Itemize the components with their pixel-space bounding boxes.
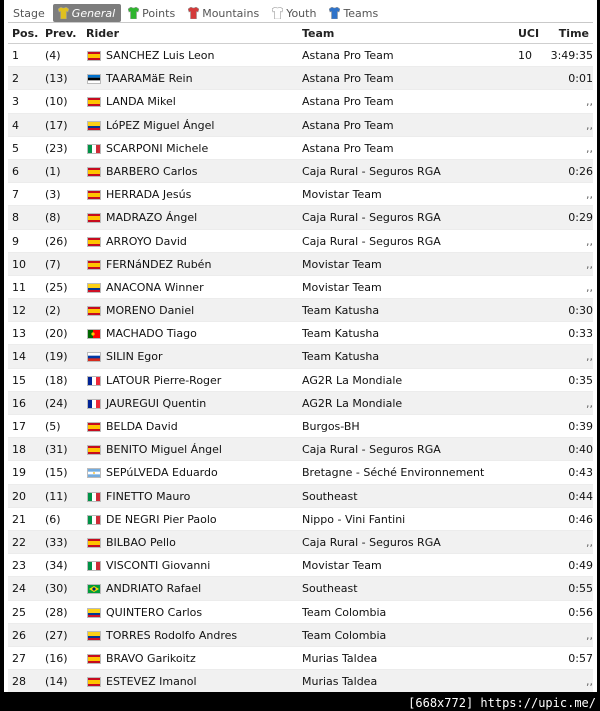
tab-points[interactable] xyxy=(123,4,181,22)
table-row xyxy=(8,601,593,624)
team-link[interactable]: Southeast xyxy=(302,489,358,503)
time-cell: 0:26 xyxy=(568,164,593,178)
team-link[interactable]: Murias Taldea xyxy=(302,651,378,665)
prev-cell: (15) xyxy=(45,466,68,480)
pos-cell: 10 xyxy=(12,257,26,271)
time-cell: 0:30 xyxy=(568,304,593,318)
flag-icon xyxy=(87,677,99,685)
table-header xyxy=(8,24,593,44)
time-cell: ,, xyxy=(586,95,593,109)
prev-cell: (24) xyxy=(45,396,68,410)
table-row xyxy=(8,577,593,600)
table-row xyxy=(8,299,593,322)
header-pos: Pos. xyxy=(12,27,39,40)
pos-cell: 6 xyxy=(12,164,19,178)
results-panel xyxy=(4,0,597,692)
pos-cell: 1 xyxy=(12,49,19,62)
flag-icon xyxy=(87,445,99,453)
team-link[interactable]: Team Colombia xyxy=(302,605,387,619)
header-uci: UCI xyxy=(518,27,540,40)
table-row xyxy=(8,230,593,253)
flag-icon xyxy=(87,167,99,175)
table-row xyxy=(8,67,593,90)
rider-link[interactable]: JAUREGUI Quentin xyxy=(106,396,207,410)
table-row xyxy=(8,369,593,392)
time-cell: 0:56 xyxy=(568,605,593,619)
team-link[interactable]: Movistar Team xyxy=(302,559,382,573)
pos-cell: 18 xyxy=(12,443,26,457)
time-cell: 0:44 xyxy=(568,489,593,503)
table-row xyxy=(8,253,593,276)
team-link[interactable]: Southeast xyxy=(302,582,358,596)
time-cell: ,, xyxy=(586,257,593,271)
rider-link[interactable]: BRAVO Garikoitz xyxy=(106,651,196,665)
pos-cell: 11 xyxy=(12,280,26,294)
jersey-icon xyxy=(329,7,340,19)
rider-link[interactable]: FINETTO Mauro xyxy=(106,489,191,503)
tab-label: Teams xyxy=(343,6,379,20)
prev-cell: (4) xyxy=(45,49,61,62)
time-cell: 0:33 xyxy=(568,327,593,341)
team-link[interactable]: Astana Pro Team xyxy=(302,49,394,62)
rider-link[interactable]: BARBERO Carlos xyxy=(106,164,198,178)
pos-cell: 12 xyxy=(12,304,26,318)
prev-cell: (30) xyxy=(45,582,68,596)
time-cell: ,, xyxy=(586,628,593,642)
time-cell: ,, xyxy=(586,350,593,364)
team-link[interactable]: Astana Pro Team xyxy=(302,141,394,155)
rider-link[interactable]: BENITO Miguel Ángel xyxy=(106,443,222,457)
prev-cell: (14) xyxy=(45,675,68,689)
time-cell: ,, xyxy=(586,535,593,549)
team-link[interactable]: Caja Rural - Seguros RGA xyxy=(302,164,441,178)
jersey-icon xyxy=(58,7,69,19)
rider-link[interactable]: MORENO Daniel xyxy=(106,304,195,318)
table-row xyxy=(8,345,593,368)
pos-cell: 7 xyxy=(12,188,19,202)
pos-cell: 13 xyxy=(12,327,26,341)
pos-cell: 24 xyxy=(12,582,26,596)
team-link[interactable]: Team Katusha xyxy=(302,327,380,341)
rider-link[interactable]: ANACONA Winner xyxy=(106,280,204,294)
time-cell: ,, xyxy=(586,118,593,132)
uci-cell: 10 xyxy=(518,49,532,62)
pos-cell: 5 xyxy=(12,141,19,155)
jersey-icon xyxy=(188,7,199,19)
table-row xyxy=(8,114,593,137)
flag-icon xyxy=(87,144,99,152)
team-link[interactable]: Movistar Team xyxy=(302,257,382,271)
prev-cell: (33) xyxy=(45,535,68,549)
prev-cell: (27) xyxy=(45,628,68,642)
time-cell: ,, xyxy=(586,141,593,155)
jersey-icon xyxy=(272,7,283,19)
table-row xyxy=(8,90,593,113)
pos-cell: 4 xyxy=(12,118,19,132)
flag-icon xyxy=(87,584,99,592)
tab-label: Mountains xyxy=(202,6,260,20)
prev-cell: (3) xyxy=(45,188,61,202)
rider-link[interactable]: TORRES Rodolfo Andres xyxy=(106,628,238,642)
table-row xyxy=(8,276,593,299)
prev-cell: (19) xyxy=(45,350,68,364)
prev-cell: (8) xyxy=(45,211,61,225)
table-row xyxy=(8,137,593,160)
tab-label: Youth xyxy=(286,6,317,20)
results-table xyxy=(8,44,593,692)
flag-icon xyxy=(87,283,99,291)
time-cell: ,, xyxy=(586,234,593,248)
flag-icon xyxy=(87,213,99,221)
prev-cell: (6) xyxy=(45,512,61,526)
pos-cell: 3 xyxy=(12,95,19,109)
prev-cell: (18) xyxy=(45,373,68,387)
flag-icon xyxy=(87,352,99,360)
team-link[interactable]: Astana Pro Team xyxy=(302,118,394,132)
table-row xyxy=(8,647,593,670)
tab-stage[interactable] xyxy=(8,4,51,22)
rider-link[interactable]: BELDA David xyxy=(106,420,178,433)
pos-cell: 21 xyxy=(12,512,26,526)
prev-cell: (11) xyxy=(45,489,68,503)
team-link[interactable]: Caja Rural - Seguros RGA xyxy=(302,211,441,225)
time-cell: 0:35 xyxy=(568,373,593,387)
prev-cell: (23) xyxy=(45,141,68,155)
time-cell: 0:29 xyxy=(568,211,593,225)
prev-cell: (17) xyxy=(45,118,68,132)
table-row xyxy=(8,508,593,531)
rider-link[interactable]: SILIN Egor xyxy=(106,350,163,364)
flag-icon xyxy=(87,654,99,662)
pos-cell: 27 xyxy=(12,651,26,665)
flag-icon xyxy=(87,422,99,430)
team-link[interactable]: Nippo - Vini Fantini xyxy=(302,512,406,526)
pos-cell: 23 xyxy=(12,559,26,573)
prev-cell: (13) xyxy=(45,72,68,86)
prev-cell: (5) xyxy=(45,420,61,433)
rider-link[interactable]: QUINTERO Carlos xyxy=(106,605,203,619)
flag-icon xyxy=(87,121,99,129)
table-row xyxy=(8,160,593,183)
table-row xyxy=(8,624,593,647)
pos-cell: 22 xyxy=(12,535,26,549)
time-cell: 0:40 xyxy=(568,443,593,457)
pos-cell: 28 xyxy=(12,675,26,689)
flag-icon xyxy=(87,237,99,245)
flag-icon xyxy=(87,631,99,639)
flag-icon xyxy=(87,74,99,82)
rider-link[interactable]: DE NEGRI Pier Paolo xyxy=(106,512,217,526)
team-link[interactable]: Caja Rural - Seguros RGA xyxy=(302,535,441,549)
time-cell: 0:57 xyxy=(568,651,593,665)
tab-label: General xyxy=(71,6,116,20)
pos-cell: 8 xyxy=(12,211,19,225)
image-host-caption: [668x772] https://upic.me/ xyxy=(408,696,596,710)
team-link[interactable]: Movistar Team xyxy=(302,280,382,294)
rider-link[interactable]: FERNáNDEZ Rubén xyxy=(106,257,212,271)
time-cell: ,, xyxy=(586,675,593,689)
prev-cell: (1) xyxy=(45,164,61,178)
tab-label: Points xyxy=(142,6,176,20)
team-link[interactable]: AG2R La Mondiale xyxy=(302,373,403,387)
tab-general[interactable] xyxy=(53,4,121,22)
flag-icon xyxy=(87,376,99,384)
flag-icon xyxy=(87,306,99,314)
prev-cell: (26) xyxy=(45,234,68,248)
pos-cell: 16 xyxy=(12,396,26,410)
table-row xyxy=(8,206,593,229)
team-link[interactable]: AG2R La Mondiale xyxy=(302,396,403,410)
prev-cell: (34) xyxy=(45,559,68,573)
table-row xyxy=(8,485,593,508)
team-link[interactable]: Burgos-BH xyxy=(302,420,360,433)
classification-tabs xyxy=(8,3,386,23)
pos-cell: 15 xyxy=(12,373,26,387)
header-prev: Prev. xyxy=(45,27,77,40)
table-row xyxy=(8,415,593,438)
time-cell: 0:46 xyxy=(568,512,593,526)
pos-cell: 9 xyxy=(12,234,19,248)
rider-link[interactable]: SEPúLVEDA Eduardo xyxy=(106,466,218,480)
pos-cell: 17 xyxy=(12,420,26,433)
flag-icon xyxy=(87,468,99,476)
rider-link[interactable]: SANCHEZ Luis Leon xyxy=(106,49,215,62)
flag-icon xyxy=(87,561,99,569)
flag-icon xyxy=(87,190,99,198)
time-cell: 0:01 xyxy=(568,72,593,86)
team-link[interactable]: Astana Pro Team xyxy=(302,95,394,109)
time-cell: 0:55 xyxy=(568,582,593,596)
rider-link[interactable]: VISCONTI Giovanni xyxy=(106,559,211,573)
flag-icon xyxy=(87,399,99,407)
tab-divider xyxy=(8,22,593,23)
rider-link[interactable]: MADRAZO Ángel xyxy=(106,211,198,225)
team-link[interactable]: Caja Rural - Seguros RGA xyxy=(302,234,441,248)
time-cell: 0:43 xyxy=(568,466,593,480)
table-row xyxy=(8,531,593,554)
pos-cell: 14 xyxy=(12,350,26,364)
tab-teams[interactable] xyxy=(324,4,384,22)
jersey-icon xyxy=(128,7,139,19)
pos-cell: 26 xyxy=(12,628,26,642)
header-rider: Rider xyxy=(86,27,119,40)
tab-mountains[interactable] xyxy=(183,4,265,22)
rider-link[interactable]: LANDA Mikel xyxy=(106,95,176,109)
flag-icon xyxy=(87,260,99,268)
rider-link[interactable]: ANDRIATO Rafael xyxy=(106,582,202,596)
rider-link[interactable]: TAARAMäE Rein xyxy=(106,72,193,86)
team-link[interactable]: Bretagne - Séché Environnement xyxy=(302,466,485,480)
time-cell: 3:49:35 xyxy=(550,49,593,62)
header-team: Team xyxy=(302,27,335,40)
team-link[interactable]: Team Colombia xyxy=(302,628,387,642)
header-time: Time xyxy=(558,27,589,40)
flag-icon xyxy=(87,97,99,105)
pos-cell: 20 xyxy=(12,489,26,503)
flag-icon xyxy=(87,51,99,59)
flag-icon xyxy=(87,515,99,523)
prev-cell: (20) xyxy=(45,327,68,341)
rider-link[interactable]: MACHADO Tiago xyxy=(106,327,197,341)
flag-icon xyxy=(87,608,99,616)
pos-cell: 2 xyxy=(12,72,19,86)
prev-cell: (7) xyxy=(45,257,61,271)
rider-link[interactable]: LóPEZ Miguel Ángel xyxy=(106,118,215,132)
prev-cell: (25) xyxy=(45,280,68,294)
table-row xyxy=(8,392,593,415)
prev-cell: (16) xyxy=(45,651,68,665)
pos-cell: 19 xyxy=(12,466,26,480)
prev-cell: (10) xyxy=(45,95,68,109)
flag-icon xyxy=(87,538,99,546)
flag-icon xyxy=(87,492,99,500)
flag-icon xyxy=(87,329,99,337)
rider-link[interactable]: HERRADA Jesús xyxy=(106,188,192,202)
team-link[interactable]: Movistar Team xyxy=(302,188,382,202)
team-link[interactable]: Team Katusha xyxy=(302,350,380,364)
prev-cell: (2) xyxy=(45,304,61,318)
time-cell: ,, xyxy=(586,280,593,294)
team-link[interactable]: Astana Pro Team xyxy=(302,72,394,86)
team-link[interactable]: Caja Rural - Seguros RGA xyxy=(302,443,441,457)
table-row xyxy=(8,183,593,206)
table-row xyxy=(8,554,593,577)
time-cell: ,, xyxy=(586,396,593,410)
time-cell: ,, xyxy=(586,188,593,202)
time-cell: 0:39 xyxy=(568,420,593,433)
table-row xyxy=(8,670,593,692)
prev-cell: (31) xyxy=(45,443,68,457)
tab-youth[interactable] xyxy=(267,4,322,22)
team-link[interactable]: Team Katusha xyxy=(302,304,380,318)
rider-link[interactable]: LATOUR Pierre-Roger xyxy=(106,373,222,387)
rider-link[interactable]: ESTEVEZ Imanol xyxy=(106,675,197,689)
table-row xyxy=(8,322,593,345)
prev-cell: (28) xyxy=(45,605,68,619)
time-cell: 0:49 xyxy=(568,559,593,573)
rider-link[interactable]: ARROYO David xyxy=(106,234,187,248)
rider-link[interactable]: SCARPONI Michele xyxy=(106,141,209,155)
table-row xyxy=(8,438,593,461)
rider-link[interactable]: BILBAO Pello xyxy=(106,535,176,549)
team-link[interactable]: Murias Taldea xyxy=(302,675,378,689)
table-row xyxy=(8,461,593,484)
tab-label: Stage xyxy=(13,6,45,20)
pos-cell: 25 xyxy=(12,605,26,619)
table-row xyxy=(8,44,593,67)
